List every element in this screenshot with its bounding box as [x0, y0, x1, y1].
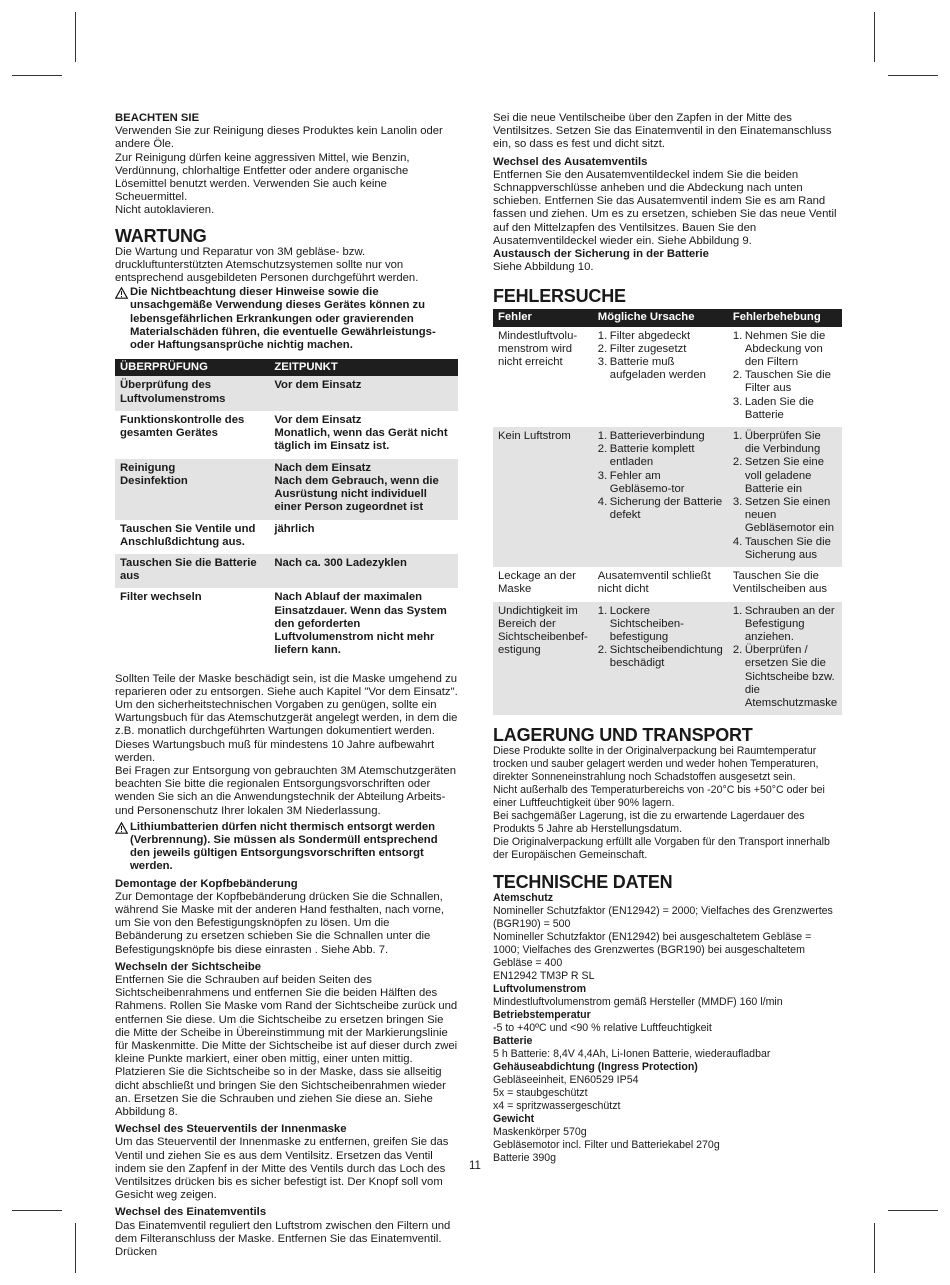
- table-row: [493, 427, 842, 567]
- spec-title: Atemschutz: [493, 892, 554, 905]
- list-item: 3. Setzen Sie einen neuen Gebläsemotor ein: [732, 496, 835, 535]
- table-header: Fehler: [493, 309, 593, 326]
- wartung-warning: [115, 286, 458, 352]
- section-title: Wechsel des Steuerventils der Innenmaske: [115, 1123, 347, 1136]
- section-title: Wechseln der Sichtscheibe: [115, 960, 262, 973]
- crop-mark: [75, 12, 76, 62]
- body-para: Bei sachgemäßer Lagerung, ist die zu erwartende Lagerdauer des Produkts 5 Jahre ab Herstellungsdatum.: [493, 810, 805, 836]
- spec-line: Gebläsemotor incl. Filter und Batteriekabel 270g: [493, 1139, 720, 1152]
- section-text: Um das Steuerventil der Innenmaske zu entfernen, greifen Sie das Ventil und ziehen Sie es aus dem Ventilsitz. Ersetzen das Ventil indem sie den Zapfenf in der Mitte des Ventils durch das Loch des Ventilsitzes drücken bis es sicher befestigt ist. Der Knopf soll vom Gesicht weg zeigen.: [115, 1136, 449, 1202]
- table-cell: Reinigung Desinfektion: [115, 459, 269, 520]
- spec-line: x4 = spritzwassergeschützt: [493, 1100, 621, 1113]
- warning-icon: [115, 821, 130, 874]
- body-para: Sei die neue Ventilscheibe über den Zapfen in der Mitte des Ventilsitzes. Setzen Sie das Einatemventil in den Einatemanschluss ein, so dass es fest und dicht sitzt.: [493, 112, 832, 151]
- spec-title: Luftvolumenstrom: [493, 983, 586, 996]
- body-para: Sollten Teile der Maske beschädigt sein, ist die Maske umgehend zu reparieren oder zu entsorgen. Siehe auch Kapitel "Vor dem Einsatz".: [115, 672, 458, 698]
- list-item: 1. Nehmen Sie die Abdeckung von den Filtern: [732, 329, 826, 369]
- beachten-para: Verwenden Sie zur Reinigung dieses Produktes kein Lanolin oder andere Öle.: [115, 125, 443, 151]
- table-header: ZEITPUNKT: [269, 359, 458, 376]
- table-row: [115, 459, 458, 520]
- section-title: Austausch der Sicherung in der Batterie: [493, 248, 709, 261]
- beachten-title: BEACHTEN SIE: [115, 112, 200, 124]
- table-cell: [593, 427, 728, 567]
- table-row: [115, 588, 458, 662]
- list-item: 2. Tauschen Sie die Filter aus: [732, 369, 831, 395]
- table-cell: Vor dem Einsatz Monatlich, wenn das Gerät nicht täglich im Einsatz ist.: [274, 413, 448, 453]
- body-para: Diese Produkte sollte in der Originalverpackung bei Raumtemperatur trocken und sauber gelagert werden und weder hohen Temperaturen, direkter Sonneneinstrahlung noch Schadstoffen ausgesetzt sein.: [493, 745, 819, 784]
- section-title: Demontage der Kopfbebänderung: [115, 877, 298, 890]
- table-cell: Undichtigkeit im Bereich der Sichtscheibenbef-estigung: [493, 602, 593, 716]
- table-cell: Nach dem Einsatz Nach dem Gebrauch, wenn die Ausrüstung nicht individuell einer Person zugeordnet ist: [269, 459, 458, 520]
- table-cell: Überprüfung des Luftvolumenstroms: [115, 376, 269, 410]
- list-item: 1. Überprüfen Sie die Verbindung: [732, 430, 821, 456]
- table-cell: Mindestluftvolu-menstrom wird nicht erreicht: [498, 329, 578, 369]
- crop-mark: [888, 1210, 938, 1211]
- list-item: 3. Fehler am Gebläsemo-tor: [597, 469, 685, 495]
- table-row: [115, 554, 458, 588]
- list-item: 3. Batterie muß aufgeladen werden: [597, 356, 706, 382]
- list-item: 1. Batterieverbindung: [597, 430, 705, 443]
- body-para: Um den sicherheitstechnischen Vorgaben zu genügen, sollte ein Wartungsbuch für das Atemschutzgerät angelegt werden, in dem die z.B. monatlich durchgeführten Wartungen dokumentiert werden. Dieses Wartungsbuch muß für mindestens 10 Jahre aufbewahrt werden.: [115, 698, 458, 764]
- table-cell: Ausatemventil schließt nicht dicht: [597, 570, 711, 596]
- beachten-para: Nicht autoklavieren.: [115, 204, 215, 217]
- table-header: Fehlerbehebung: [728, 309, 842, 326]
- section-text: Zur Demontage der Kopfbebänderung drücken Sie die Schnallen, während Sie Maske mit der anderen Hand festhalten, nach vorne, um Sie von den Befestigungsknöpfen zu lösen. Um die Bebänderung zu ersetzen schieben Sie die Schnallen unter die Befestigungsknöpfe bis diese einrasten . Siehe Abb. 7.: [115, 890, 445, 956]
- wartung-para: Die Wartung und Reparatur von 3M gebläse- bzw. druckluftunterstützten Atemschutzsystemen sollte nur von entsprechend ausgebildeten Personen durchgeführt werden.: [115, 245, 419, 285]
- list-item: 1. Filter abgedeckt: [597, 329, 691, 342]
- beachten-para: Zur Reinigung dürfen keine aggressiven Mittel, wie Benzin, Verdünnung, chlorhaltige Entfetter oder andere organische Lösemittel benutzt werden. Verwenden Sie auch keine Scheuermittel.: [115, 151, 410, 204]
- table-cell: [593, 327, 728, 427]
- list-item: 4. Sicherung der Batterie defekt: [597, 496, 723, 522]
- list-item: 2. Filter zugesetzt: [597, 342, 687, 355]
- section-title: Wechsel des Ausatemventils: [493, 155, 648, 168]
- section-text: Entfernen Sie den Ausatemventildeckel indem Sie die beiden Schnappverschlüsse anheben und die Abdeckung nach unten schieben. Entfernen Sie das Ausatemventil indem Sie es am Rand fassen und ziehen. Um es zu ersetzen, schieben Sie das neue Ventil auf den Mittelzapfen des Ventilsitzes. Bauen Sie den Ausatemventildeckel wieder ein. Siehe Abbildung 9.: [493, 168, 837, 247]
- warning-text: Die Nichtbeachtung dieser Hinweise sowie die unsachgemäße Verwendung dieses Gerätes können zu lebensgefährlichen Erkrankungen oder gravierenden Materialschäden führen, die eventuelle Gewährleistungs- oder Haftungsansprüche nichtig machen.: [130, 286, 436, 352]
- spec-line: Gebläseeinheit, EN60529 IP54: [493, 1074, 639, 1087]
- spec-line: Nomineller Schutzfaktor (EN12942) bei ausgeschaltetem Gebläse = 1000; Vielfaches des Grenzwertes (BGR190) bei ausgeschaltetem Gebläse = 400: [493, 931, 812, 970]
- spec-title: Gehäuseabdichtung (Ingress Protection): [493, 1061, 698, 1074]
- lagerung-heading: LAGERUNG UND TRANSPORT: [493, 725, 753, 746]
- crop-mark: [12, 75, 62, 76]
- section-text: Siehe Abbildung 10.: [493, 261, 594, 274]
- body-para: Die Originalverpackung erfüllt alle Vorgaben für den Transport innerhalb der Europäischen Gemeinschaft.: [493, 836, 830, 862]
- table-cell: Funktionskontrolle des gesamten Gerätes: [120, 413, 245, 440]
- table-cell: Nach ca. 300 Ladezyklen: [269, 554, 458, 588]
- table-cell: [728, 327, 842, 427]
- table-row: [115, 520, 458, 554]
- table-cell: Tauschen Sie die Ventilscheiben aus: [732, 570, 828, 596]
- table-cell: jährlich: [274, 522, 315, 535]
- table-header: Mögliche Ursache: [593, 309, 728, 326]
- list-item: 4. Tauschen Sie die Sicherung aus: [732, 535, 831, 561]
- table-cell: Tauschen Sie die Batterie aus: [115, 554, 269, 588]
- table-cell: Leckage an der Maske: [498, 570, 576, 596]
- list-item: 1. Lockere Sichtscheiben-befestigung: [597, 604, 684, 643]
- crop-mark: [874, 1223, 875, 1273]
- table-cell: [728, 602, 842, 716]
- table-cell: Tauschen Sie Ventile und Anschlußdichtung aus.: [120, 522, 256, 548]
- table-cell: Kein Luftstrom: [493, 427, 593, 567]
- body-para: Bei Fragen zur Entsorgung von gebrauchten 3M Atemschutzgeräten beachten Sie bitte die regionalen Entsorgungsvorschriften oder wenden Sie sich an die Anwendungstechnik der Abteilung Arbeits- und Personenschutz Ihrer lokalen 3M Niederlassung.: [115, 764, 456, 817]
- spec-line: Batterie 390g: [493, 1152, 557, 1165]
- warning-icon: [115, 286, 130, 352]
- list-item: 2. Überprüfen / ersetzen Sie die Sichtscheibe bzw. die Atemschutzmaske: [732, 644, 838, 709]
- spec-line: Mindestluftvolumenstrom gemäß Hersteller (MMDF) 160 l/min: [493, 996, 783, 1009]
- spec-title: Gewicht: [493, 1113, 535, 1126]
- list-item: 2. Batterie komplett entladen: [597, 443, 695, 469]
- section-text: Entfernen Sie die Schrauben auf beiden Seiten des Sichtscheibenrahmens und entfernen Sie die beiden Hälften des Rahmens. Rollen Sie Maske vom Rand der Sichtscheibe zurück und entfernen Sie diese. Um die Sichtscheibe zu ersetzen bringen Sie die Mitte der Scheibe in Übereinstimmung mit der Markierungslinie für Maskenmitte. Die Mitte der Sichtscheibe ist auf dieser durch zwei kleine Punkte markiert, einer oben mittig, einer unten mittig. Platzieren Sie die Sichtscheibe so in der Maske, dass sie allseitig dicht abschließt und bringen Sie den Sichtscheibenrahmen wieder an. Ersetzen Sie die Schrauben und ziehen Sie diese an. Siehe Abbildung 8.: [115, 973, 458, 1118]
- spec-line: EN12942 TM3P R SL: [493, 970, 595, 983]
- crop-mark: [12, 1210, 62, 1211]
- spec-line: Maskenkörper 570g: [493, 1126, 587, 1139]
- crop-mark: [874, 12, 875, 62]
- table-cell: Nach Ablauf der maximalen Einsatzdauer. Wenn das System den geforderten Luftvolumenstrom nicht mehr liefern kann.: [274, 591, 447, 657]
- technik-heading: TECHNISCHE DATEN: [493, 872, 673, 893]
- table-cell: [728, 427, 842, 567]
- table-cell: Vor dem Einsatz: [269, 376, 458, 410]
- spec-line: 5 h Batterie: 8,4V 4,4Ah, Li-Ionen Batterie, wiederaufladbar: [493, 1048, 771, 1061]
- page-number: 11: [469, 1160, 481, 1172]
- spec-line: -5 to +40ºC und <90 % relative Luftfeuchtigkeit: [493, 1022, 712, 1035]
- wartung-heading: WARTUNG: [115, 225, 207, 246]
- section-title: Wechsel des Einatemventils: [115, 1206, 267, 1219]
- table-row: [493, 327, 842, 427]
- section-text: Das Einatemventil reguliert den Luftstrom zwischen den Filtern und dem Filteranschluss der Maske. Entfernen Sie das Einatemventil. Drücken: [115, 1219, 451, 1259]
- body-para: Nicht außerhalb des Temperaturbereichs von -20°C bis +50°C oder bei einer Luftfeuchtigkeit über 90% lagern.: [493, 784, 825, 810]
- spec-title: Batterie: [493, 1035, 533, 1048]
- list-item: 1. Schrauben an der Befestigung anziehen.: [732, 604, 835, 643]
- warning-text: Lithiumbatterien dürfen nicht thermisch entsorgt werden (Verbrennung). Sie müssen als Sondermüll entsprechend den jeweils gültigen Entsorgungsvorschriften entsorgt werden.: [130, 820, 438, 873]
- list-item: 2. Setzen Sie eine voll geladene Batterie ein: [732, 456, 824, 495]
- list-item: 3. Laden Sie die Batterie: [732, 395, 814, 421]
- table-row: [115, 376, 458, 410]
- spec-line: Nomineller Schutzfaktor (EN12942) = 2000; Vielfaches des Grenzwertes (BGR190) = 500: [493, 905, 833, 931]
- table-header: ÜBERPRÜFUNG: [115, 359, 269, 376]
- right-column: [493, 112, 837, 1165]
- left-column: [115, 112, 458, 1259]
- spec-line: 5x = staubgeschützt: [493, 1087, 588, 1100]
- list-item: 2. Sichtscheibendichtung beschädigt: [597, 644, 723, 670]
- spec-title: Betriebstemperatur: [493, 1009, 591, 1022]
- table-row: [115, 411, 458, 459]
- crop-mark: [75, 1223, 76, 1273]
- fault-table: [493, 309, 842, 715]
- fehlersuche-heading: FEHLERSUCHE: [493, 286, 626, 307]
- table-cell: Filter wechseln: [120, 591, 202, 604]
- maintenance-table: [115, 359, 458, 662]
- battery-warning: [115, 821, 458, 874]
- table-cell: [593, 602, 728, 716]
- crop-mark: [888, 75, 938, 76]
- table-row: [493, 567, 842, 601]
- table-row: [493, 602, 842, 716]
